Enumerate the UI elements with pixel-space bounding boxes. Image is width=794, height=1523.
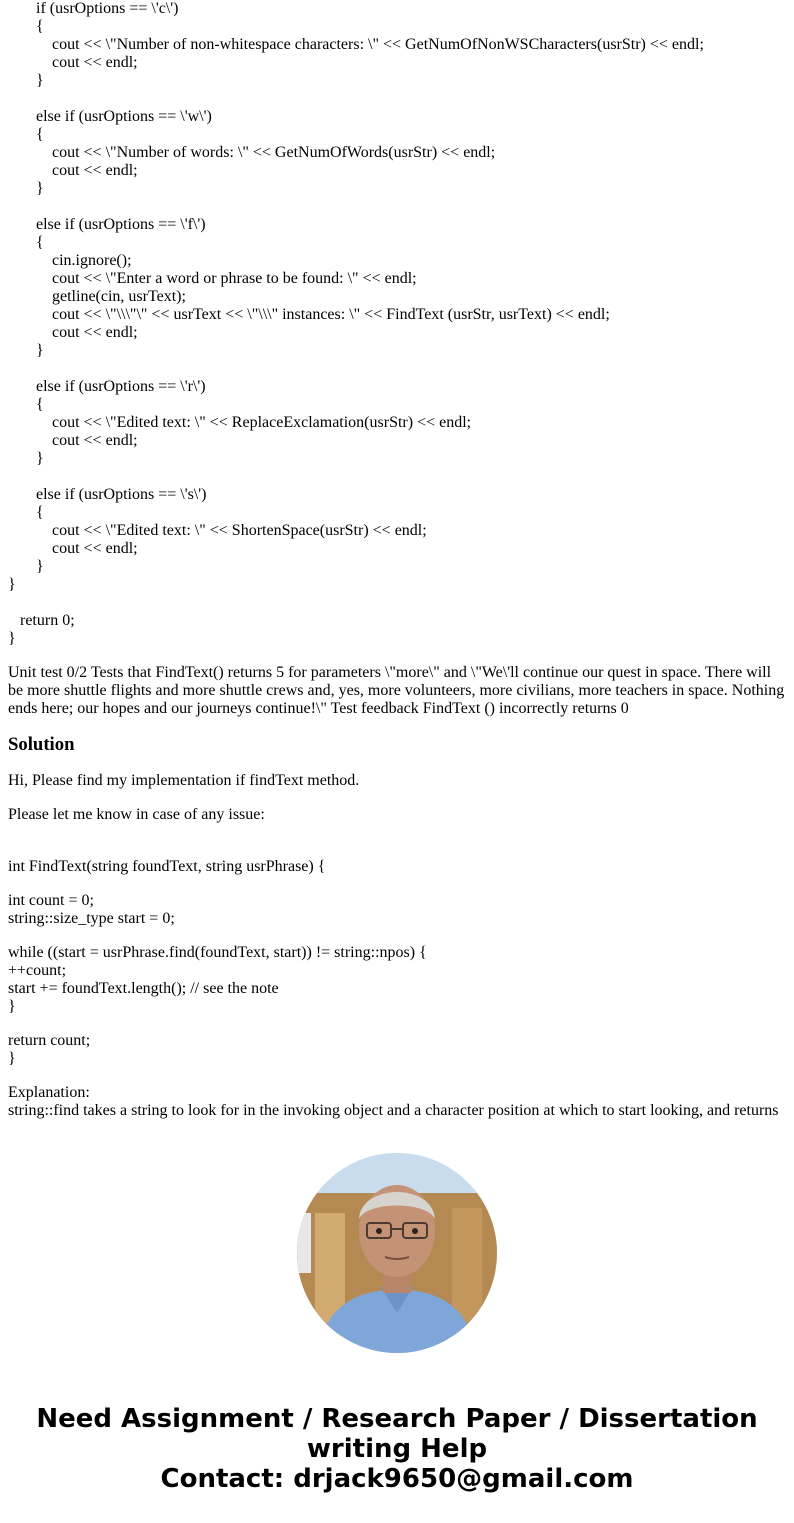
code-line: ++count; bbox=[8, 962, 67, 979]
code-blank-line bbox=[8, 198, 786, 216]
code-line: cout << \"Edited text: \" << ShortenSpace(usrStr) << endl; bbox=[8, 522, 427, 539]
code-line: } bbox=[8, 342, 44, 359]
unit-test-text: Unit test 0/2 Tests that FindText() returns 5 for parameters \"more\" and \"We\'ll continue our quest in space. There will be more shuttle flights and more shuttle crews and, yes, more volunteers, more civilians, more teachers in space. Nothing ends here; our hopes and our journeys continue!\" Test feedback FindText () incorrectly returns 0 bbox=[8, 664, 785, 717]
banner-line-3: Contact: drjack9650@gmail.com bbox=[160, 1464, 634, 1494]
explanation-label: Explanation: bbox=[8, 1084, 90, 1101]
code-line: } bbox=[8, 558, 44, 575]
code-line: else if (usrOptions == \'w\') bbox=[8, 108, 212, 125]
solution-code-signature bbox=[8, 858, 786, 876]
code-block bbox=[8, 0, 786, 648]
banner-line-1: Need Assignment / Research Paper / Dissertation bbox=[36, 1404, 758, 1434]
code-line: { bbox=[8, 504, 44, 521]
code-line: string::size_type start = 0; bbox=[8, 910, 175, 927]
code-blank-line bbox=[8, 90, 786, 108]
code-line: { bbox=[8, 126, 44, 143]
code-line: cout << \"Number of words: \" << GetNumOfWords(usrStr) << endl; bbox=[8, 144, 496, 161]
code-line: cout << endl; bbox=[8, 432, 138, 449]
code-line: cout << endl; bbox=[8, 54, 138, 71]
code-line: int count = 0; bbox=[8, 892, 94, 909]
author-avatar bbox=[297, 1153, 497, 1353]
code-line: else if (usrOptions == \'f\') bbox=[8, 216, 206, 233]
code-line: cout << endl; bbox=[8, 540, 138, 557]
code-blank-line bbox=[8, 360, 786, 378]
explanation-text: string::find takes a string to look for in the invoking object and a character position at which to start looking, and returns bbox=[8, 1102, 779, 1119]
code-line: else if (usrOptions == \'r\') bbox=[8, 378, 206, 395]
document-content bbox=[8, 0, 786, 1124]
solution-intro-2: Please let me know in case of any issue: bbox=[8, 806, 265, 823]
contact-banner bbox=[0, 1404, 794, 1494]
code-line: } bbox=[8, 1050, 16, 1067]
code-line: else if (usrOptions == \'s\') bbox=[8, 486, 207, 503]
code-line: while ((start = usrPhrase.find(foundText, start)) != string::npos) { bbox=[8, 944, 427, 961]
solution-code-declarations bbox=[8, 892, 786, 928]
code-line: cout << \"\\\"\" << usrText << \"\\\" instances: \" << FindText (usrStr, usrText) << endl; bbox=[8, 306, 610, 323]
code-line: { bbox=[8, 18, 44, 35]
code-line: cout << \"Edited text: \" << ReplaceExclamation(usrStr) << endl; bbox=[8, 414, 472, 431]
code-line: return 0; bbox=[8, 612, 75, 629]
solution-code-return bbox=[8, 1032, 786, 1068]
code-line: cin.ignore(); bbox=[8, 252, 132, 269]
code-line: } bbox=[8, 576, 16, 593]
code-line: } bbox=[8, 630, 16, 647]
code-line: } bbox=[8, 998, 16, 1015]
solution-code-loop bbox=[8, 944, 786, 1016]
code-line: { bbox=[8, 396, 44, 413]
code-line: getline(cin, usrText); bbox=[8, 288, 186, 305]
code-line: } bbox=[8, 72, 44, 89]
solution-intro-1: Hi, Please find my implementation if findText method. bbox=[8, 772, 360, 789]
code-line: cout << \"Enter a word or phrase to be found: \" << endl; bbox=[8, 270, 417, 287]
code-line: } bbox=[8, 180, 44, 197]
avatar-photo-icon bbox=[297, 1153, 497, 1353]
code-line: int FindText(string foundText, string usrPhrase) { bbox=[8, 858, 326, 875]
code-blank-line bbox=[8, 594, 786, 612]
code-blank-line bbox=[8, 468, 786, 486]
code-line: return count; bbox=[8, 1032, 91, 1049]
code-line: if (usrOptions == \'c\') bbox=[8, 0, 179, 17]
code-line: { bbox=[8, 234, 44, 251]
code-line: } bbox=[8, 450, 44, 467]
code-line: cout << endl; bbox=[8, 162, 138, 179]
solution-heading: Solution bbox=[8, 734, 75, 755]
code-line: cout << \"Number of non-whitespace characters: \" << GetNumOfNonWSCharacters(usrStr) << endl; bbox=[8, 36, 704, 53]
code-line: cout << endl; bbox=[8, 324, 138, 341]
banner-line-2: writing Help bbox=[306, 1434, 488, 1464]
code-line: start += foundText.length(); // see the note bbox=[8, 980, 279, 997]
